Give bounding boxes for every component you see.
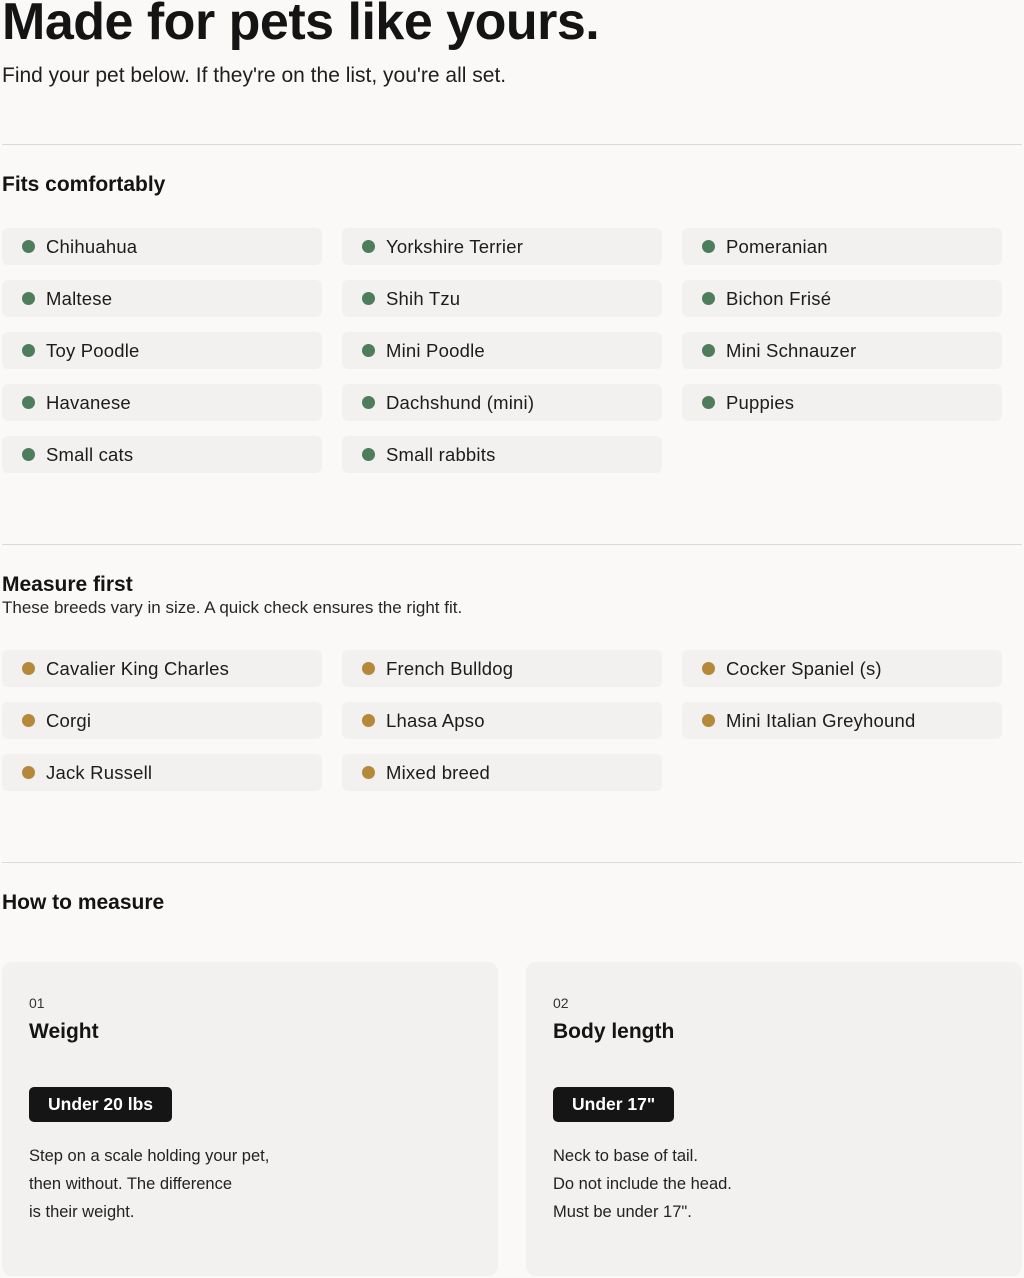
instruction-line: Step on a scale holding your pet,: [29, 1147, 270, 1165]
measure-status-dot-icon: [22, 766, 35, 779]
card-instructions: [29, 1142, 269, 1226]
fits-breed-list: [2, 228, 1002, 473]
measure-status-dot-icon: [702, 662, 715, 675]
breed-item: [2, 228, 322, 265]
breed-label: Mixed breed: [386, 761, 491, 783]
breed-label: Pomeranian: [726, 235, 828, 257]
measure-status-dot-icon: [702, 714, 715, 727]
breed-item: [342, 384, 662, 421]
fits-status-dot-icon: [22, 448, 35, 461]
breed-item: [2, 702, 322, 739]
measure-breed-list: [2, 650, 1002, 791]
measure-status-dot-icon: [22, 714, 35, 727]
fits-status-dot-icon: [362, 448, 375, 461]
breed-label: Small rabbits: [386, 443, 496, 465]
instruction-line: is their weight.: [29, 1203, 135, 1221]
fits-status-dot-icon: [702, 396, 715, 409]
breed-item: [2, 436, 322, 473]
breed-item: [682, 702, 1002, 739]
fits-status-dot-icon: [702, 240, 715, 253]
divider: [2, 862, 1022, 863]
breed-item: [2, 332, 322, 369]
step-number: 01: [29, 995, 45, 1011]
fits-status-dot-icon: [362, 344, 375, 357]
limit-badge: Under 17": [553, 1087, 674, 1122]
breed-label: Havanese: [46, 391, 131, 413]
breed-item: [682, 332, 1002, 369]
breed-item: [2, 754, 322, 791]
instruction-line: Must be under 17".: [553, 1203, 692, 1221]
breed-label: Mini Schnauzer: [726, 339, 857, 361]
breed-label: Maltese: [46, 287, 113, 309]
breed-item: [342, 436, 662, 473]
divider: [2, 544, 1022, 545]
breed-item: [682, 650, 1002, 687]
breed-item: [2, 384, 322, 421]
breed-item: [342, 280, 662, 317]
measure-status-dot-icon: [362, 714, 375, 727]
limit-badge: Under 20 lbs: [29, 1087, 172, 1122]
breed-item: [342, 650, 662, 687]
breed-item: [342, 754, 662, 791]
measure-status-dot-icon: [22, 662, 35, 675]
instruction-line: Do not include the head.: [553, 1175, 732, 1193]
breed-label: Cocker Spaniel (s): [726, 657, 882, 679]
card-title: Weight: [29, 1020, 99, 1043]
breed-label: French Bulldog: [386, 657, 514, 679]
measure-card-body-length: [526, 962, 1022, 1276]
breed-label: Lhasa Apso: [386, 709, 485, 731]
fits-status-dot-icon: [362, 396, 375, 409]
fits-status-dot-icon: [22, 344, 35, 357]
breed-item: [342, 332, 662, 369]
breed-label: Toy Poodle: [46, 339, 140, 361]
breed-label: Mini Poodle: [386, 339, 485, 361]
breed-item: [682, 280, 1002, 317]
page-title: Made for pets like yours.: [2, 0, 600, 51]
card-instructions: [553, 1142, 732, 1226]
breed-label: Small cats: [46, 443, 134, 465]
measure-section-title: Measure first: [2, 573, 133, 596]
step-number: 02: [553, 995, 569, 1011]
breed-item: [2, 650, 322, 687]
fits-status-dot-icon: [362, 240, 375, 253]
breed-label: Cavalier King Charles: [46, 657, 230, 679]
breed-item: [342, 702, 662, 739]
fits-status-dot-icon: [22, 292, 35, 305]
breed-label: Yorkshire Terrier: [386, 235, 524, 257]
breed-label: Bichon Frisé: [726, 287, 832, 309]
measure-status-dot-icon: [362, 766, 375, 779]
breed-label: Dachshund (mini): [386, 391, 535, 413]
instruction-line: Neck to base of tail.: [553, 1147, 698, 1165]
instruction-line: then without. The difference: [29, 1175, 233, 1193]
measure-card-weight: [2, 962, 498, 1276]
fits-status-dot-icon: [702, 344, 715, 357]
fits-section-title: Fits comfortably: [2, 173, 166, 196]
fits-status-dot-icon: [362, 292, 375, 305]
fits-status-dot-icon: [702, 292, 715, 305]
divider: [2, 144, 1022, 145]
breed-label: Jack Russell: [46, 761, 153, 783]
breed-label: Shih Tzu: [386, 287, 461, 309]
page-subtitle: Find your pet below. If they're on the list, you're all set.: [2, 64, 507, 87]
breed-label: Corgi: [46, 709, 92, 731]
card-title: Body length: [553, 1020, 675, 1043]
breed-item: [682, 228, 1002, 265]
fits-status-dot-icon: [22, 396, 35, 409]
measure-section-description: These breeds vary in size. A quick check ensures the right fit.: [2, 598, 463, 617]
breed-item: [682, 384, 1002, 421]
breed-item: [2, 280, 322, 317]
breed-label: Chihuahua: [46, 235, 138, 257]
breed-label: Puppies: [726, 391, 795, 413]
how-section-title: How to measure: [2, 891, 165, 914]
breed-item: [342, 228, 662, 265]
measure-status-dot-icon: [362, 662, 375, 675]
fits-status-dot-icon: [22, 240, 35, 253]
breed-label: Mini Italian Greyhound: [726, 709, 916, 731]
